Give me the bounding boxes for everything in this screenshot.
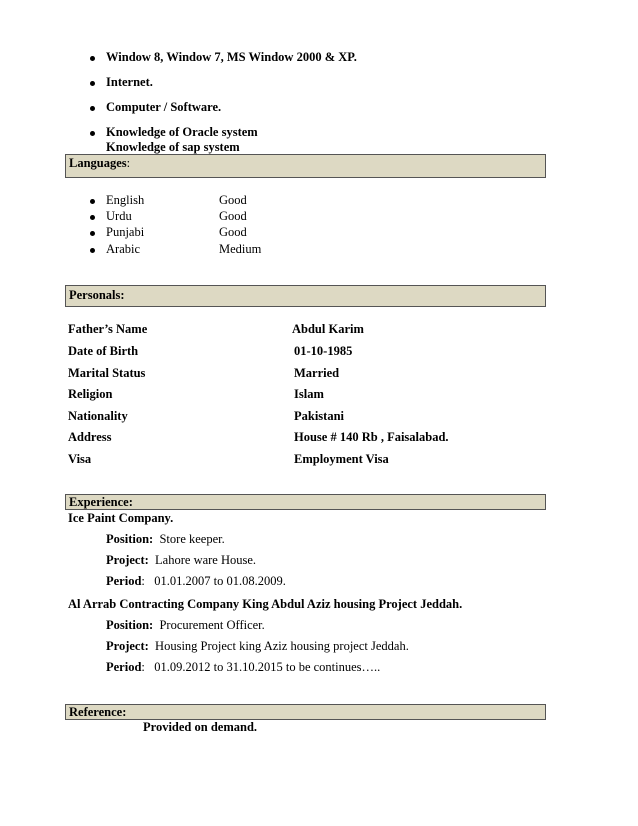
languages-heading-label: Languages [69, 156, 127, 170]
personal-value: Abdul Karim [292, 322, 364, 336]
period-line [106, 574, 286, 589]
period-label: Period [106, 574, 142, 588]
bullet-icon [90, 199, 95, 204]
experience-heading [65, 494, 546, 510]
project-value: Housing Project king Aziz housing project Jeddah. [155, 639, 409, 653]
skill-item: Internet. [106, 75, 153, 89]
skill-item: Computer / Software. [106, 100, 222, 114]
language-level: Good [219, 225, 247, 239]
reference-heading-label: Reference: [69, 705, 127, 719]
experience-heading-label: Experience: [69, 495, 133, 509]
company-name: Al Arrab Contracting Company King Abdul Aziz housing Project Jeddah. [68, 597, 463, 611]
position-label: Position: [106, 532, 154, 546]
personal-value: Islam [294, 387, 324, 401]
bullet-icon [90, 131, 95, 136]
bullet-icon [90, 106, 95, 111]
language-level: Good [219, 193, 247, 207]
bullet-icon [90, 81, 95, 86]
period-line [106, 660, 380, 675]
project-label: Project: [106, 553, 149, 567]
position-value: Procurement Officer. [159, 618, 265, 632]
personal-label: Marital Status [68, 366, 146, 380]
personal-label: Address [68, 430, 112, 444]
project-line [106, 639, 409, 654]
language-name: English [106, 193, 145, 207]
personal-value: 01-10-1985 [294, 344, 353, 358]
personals-heading-label: Personals: [69, 288, 125, 302]
personal-label: Visa [68, 452, 92, 466]
bullet-icon [90, 231, 95, 236]
period-value: : 01.01.2007 to 01.08.2009. [141, 574, 286, 588]
project-value: Lahore ware House. [155, 553, 257, 567]
project-line [106, 553, 256, 568]
position-line [106, 532, 225, 547]
period-value: : 01.09.2012 to 31.10.2015 to be continues….. [141, 660, 381, 674]
personal-value: House # 140 Rb , Faisalabad. [294, 430, 449, 444]
personal-label: Date of Birth [68, 344, 139, 358]
reference-text: Provided on demand. [143, 720, 258, 734]
period-label: Period [106, 660, 142, 674]
language-name: Punjabi [106, 225, 145, 239]
language-name: Urdu [106, 209, 132, 223]
bullet-icon [90, 215, 95, 220]
skill-item: Window 8, Window 7, MS Window 2000 & XP. [106, 50, 357, 64]
personal-value: Employment Visa [294, 452, 389, 466]
personals-heading [65, 285, 546, 307]
bullet-icon [90, 248, 95, 253]
languages-heading [65, 154, 546, 178]
language-level: Good [219, 209, 247, 223]
reference-heading [65, 704, 546, 720]
skill-item: Knowledge of sap system [106, 140, 240, 154]
personal-label: Religion [68, 387, 113, 401]
position-value: Store keeper. [159, 532, 225, 546]
personal-value: Pakistani [294, 409, 345, 423]
language-level: Medium [219, 242, 262, 256]
personal-label: Father’s Name [68, 322, 148, 336]
languages-heading-colon: : [126, 156, 131, 170]
position-line [106, 618, 265, 633]
position-label: Position: [106, 618, 154, 632]
project-label: Project: [106, 639, 149, 653]
company-name: Ice Paint Company. [68, 511, 174, 525]
personal-label: Nationality [68, 409, 128, 423]
language-name: Arabic [106, 242, 141, 256]
personal-value: Married [294, 366, 340, 380]
bullet-icon [90, 56, 95, 61]
skill-item: Knowledge of Oracle system [106, 125, 258, 139]
